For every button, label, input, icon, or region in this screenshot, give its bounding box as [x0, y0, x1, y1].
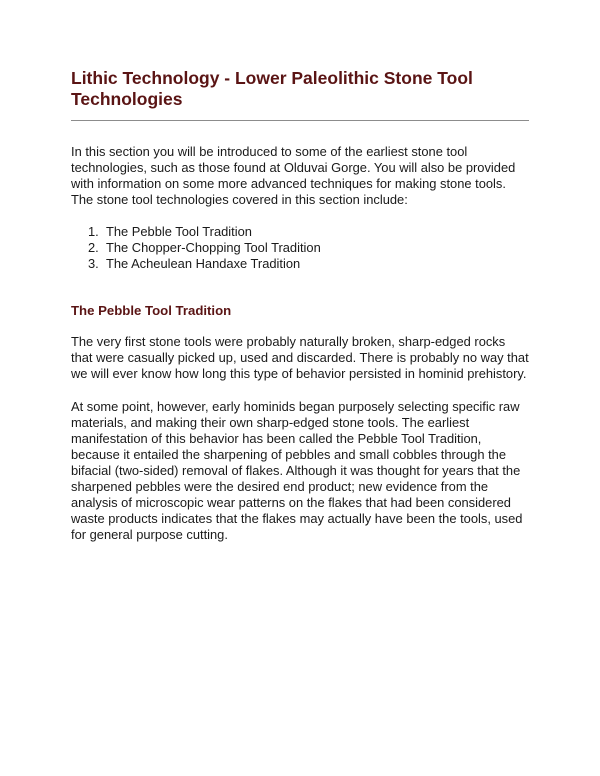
list-item-text: The Pebble Tool Tradition — [106, 224, 252, 239]
list-item-number: 1. — [88, 224, 99, 239]
body-paragraph: The very first stone tools were probably naturally broken, sharp-edged rocks that were casually picked up, used and discarded. There is probably no way that we will ever know how long this type of behavior persisted in hominid prehistory. — [71, 334, 529, 381]
list-item-text: The Acheulean Handaxe Tradition — [106, 256, 301, 271]
list-item — [88, 256, 529, 272]
document-page — [71, 68, 529, 543]
page-title: Lithic Technology - Lower Paleolithic Stone Tool Technologies — [71, 68, 473, 109]
intro-paragraph: In this section you will be introduced to some of the earliest stone tool technologies, such as those found at Olduvai Gorge. You will also be provided with information on some more advanced techniques for making stone tools. The stone tool technologies covered in this section include: — [71, 144, 516, 207]
list-item-number: 2. — [88, 240, 99, 255]
body-paragraph: At some point, however, early hominids began purposely selecting specific raw materials, and making their own sharp-edged stone tools. The earliest manifestation of this behavior has been called the Pebble Tool Tradition, because it entailed the sharpening of pebbles and small cobbles through the bifacial (two-sided) removal of flakes. Although it was thought for years that the sharpened pebbles were the desired end product; new evidence from the analysis of microscopic wear patterns on the flakes that had been considered waste products indicates that the flakes may actually have been the tools, used for general purpose cutting. — [71, 399, 523, 542]
list-item-number: 3. — [88, 256, 99, 271]
list-item — [88, 224, 529, 240]
section-heading: The Pebble Tool Tradition — [71, 303, 232, 318]
technology-list — [71, 224, 529, 272]
list-item-text: The Chopper-Chopping Tool Tradition — [106, 240, 321, 255]
list-item — [88, 240, 529, 256]
title-divider — [71, 120, 529, 121]
